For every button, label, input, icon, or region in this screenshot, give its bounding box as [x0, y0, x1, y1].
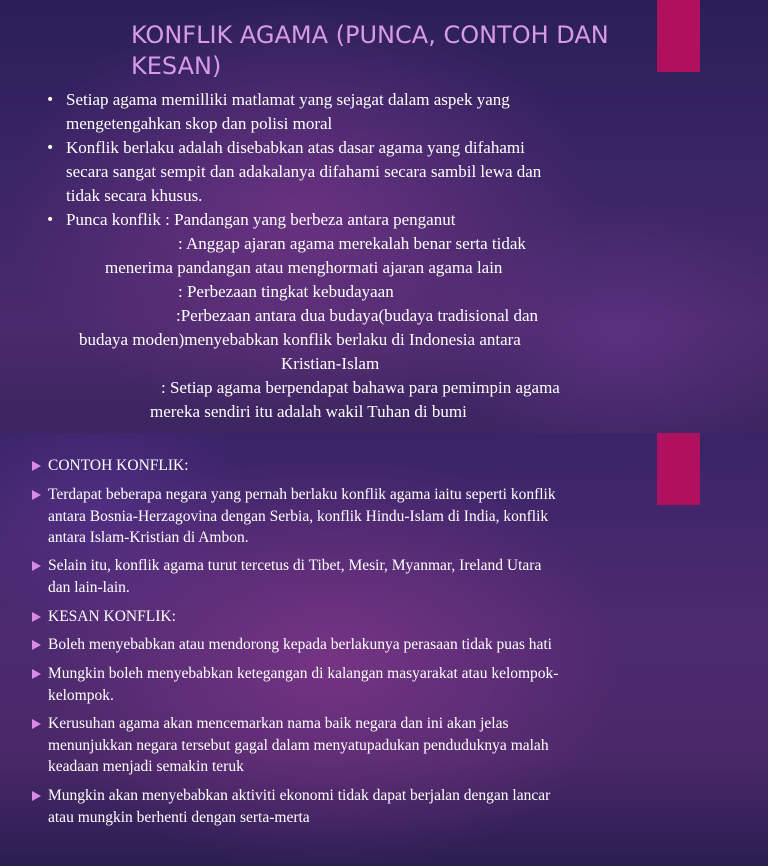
bullet-dot-icon: •: [46, 140, 55, 156]
text-line: Punca konflik : Pandangan yang berbeza antara penganut: [66, 210, 456, 229]
text-line: Boleh menyebabkan atau mendorong kepada berlakunya perasaan tidak puas hati: [48, 636, 552, 653]
text-line: Kerusuhan agama akan mencemarkan nama baik negara dan ini akan jelas: [48, 715, 509, 732]
triangle-bullet-icon: [32, 612, 41, 622]
triangle-bullet-icon: [32, 640, 41, 650]
text-line: Selain itu, konflik agama turut tercetus di Tibet, Mesir, Myanmar, Ireland Utara: [48, 557, 542, 574]
slide-title: KONFLIK AGAMA (PUNCA, CONTOH DAN KESAN): [131, 21, 609, 80]
accent-bar: [657, 0, 700, 72]
text-line: : Anggap ajaran agama merekalah benar serta tidak: [178, 234, 526, 253]
text-line: antara Islam-Kristian di Ambon.: [48, 529, 249, 546]
text-line: Terdapat beberapa negara yang pernah berlaku konflik agama iaitu seperti konflik: [48, 486, 556, 503]
text-line: tidak secara khusus.: [66, 186, 203, 205]
text-line: CONTOH KONFLIK:: [48, 457, 189, 474]
text-line: : Setiap agama berpendapat bahawa para pemimpin agama: [161, 378, 560, 397]
triangle-bullet-icon: [32, 791, 41, 801]
text-line: budaya moden)menyebabkan konflik berlaku di Indonesia antara: [79, 330, 521, 349]
triangle-bullet-icon: [32, 719, 41, 729]
bullet-dot-icon: •: [46, 92, 55, 108]
text-line: : Perbezaan tingkat kebudayaan: [178, 282, 394, 301]
text-line: Mungkin akan menyebabkan aktiviti ekonomi tidak dapat berjalan dengan lancar: [48, 787, 551, 804]
text-line: mereka sendiri itu adalah wakil Tuhan di bumi: [150, 402, 467, 421]
triangle-bullet-icon: [32, 490, 41, 500]
text-line: :Perbezaan antara dua budaya(budaya tradisional dan: [176, 306, 539, 325]
text-line: Setiap agama memilliki matlamat yang sejagat dalam aspek yang: [66, 90, 510, 109]
text-line: keadaan menjadi semakin teruk: [48, 758, 244, 775]
text-line: mengetengahkan skop dan polisi moral: [66, 114, 333, 133]
triangle-bullet-icon: [32, 561, 41, 571]
accent-bar: [657, 433, 700, 505]
text-line: atau mungkin berhenti dengan serta-merta: [48, 808, 310, 826]
text-line: kelompok.: [48, 686, 114, 704]
text-line: antara Bosnia-Herzagovina dengan Serbia, konflik Hindu-Islam di India, konflik: [48, 507, 549, 525]
text-line: menunjukkan negara tersebut gagal dalam menyatupadukan penduduknya malah: [48, 736, 549, 754]
text-line: Kristian-Islam: [281, 354, 380, 373]
bullet-dot-icon: •: [46, 212, 55, 228]
text-line: Mungkin boleh menyebabkan ketegangan di kalangan masyarakat atau kelompok-: [48, 665, 559, 682]
text-line: KESAN KONFLIK:: [48, 608, 176, 625]
triangle-bullet-icon: [32, 669, 41, 679]
triangle-bullet-icon: [32, 461, 41, 471]
text-line: dan lain-lain.: [48, 578, 130, 596]
text-line: secara sangat sempit dan adakalanya difahami secara sambil lewa dan: [66, 162, 542, 181]
text-line: Konflik berlaku adalah disebabkan atas dasar agama yang difahami: [66, 138, 525, 157]
text-line: menerima pandangan atau menghormati ajaran agama lain: [105, 258, 503, 277]
slide-2: [0, 433, 768, 866]
